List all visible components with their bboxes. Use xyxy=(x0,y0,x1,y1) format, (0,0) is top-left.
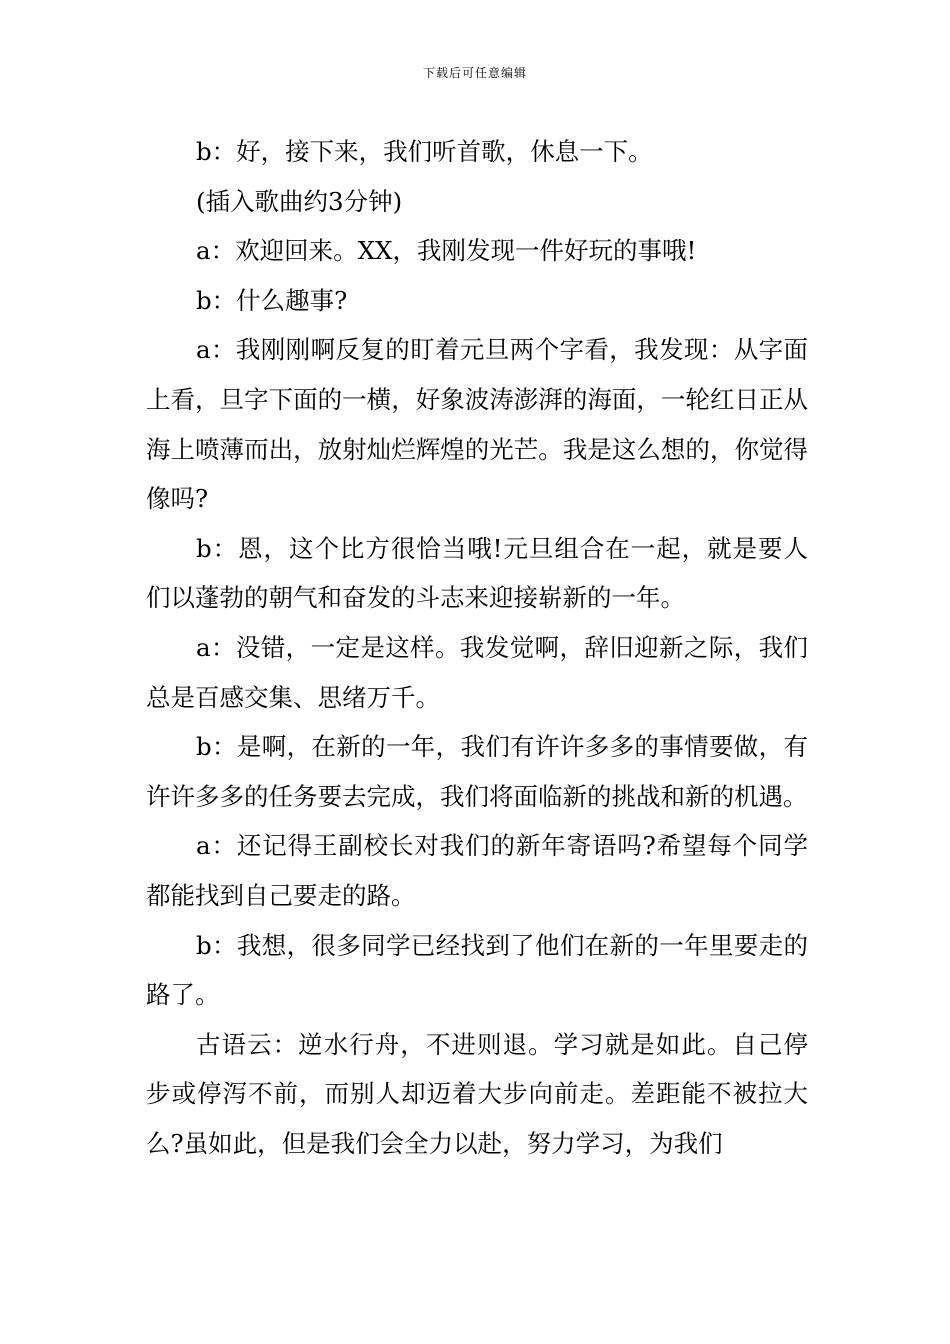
paragraph: b：什么趣事? xyxy=(196,285,348,315)
paragraph: b：好，接下来，我们听首歌，休息一下。 xyxy=(196,137,653,166)
paragraph: (插入歌曲约3分钟) xyxy=(196,186,403,216)
paragraph: b：是啊，在新的一年，我们有许许多多的事情要做，有许许多多的任务要去完成，我们将面临新的挑战和新的机遇。 xyxy=(146,732,808,811)
paragraph: b：恩，这个比方很恰当哦!元旦组合在一起，就是要人们以蓬勃的朝气和奋发的斗志来迎接崭新的一年。 xyxy=(146,533,808,613)
paragraph: a：没错，一定是这样。我发觉啊，辞旧迎新之际，我们总是百感交集、思绪万千。 xyxy=(146,632,808,712)
header-note: 下载后可任意编辑 xyxy=(422,66,527,80)
paragraph: a：我刚刚啊反复的盯着元旦两个字看，我发现：从字面上看，旦字下面的一横，好象波涛澎湃的海面，一轮红日正从海上喷薄而出，放射灿烂辉煌的光芒。我是这么想的，你觉得像吗? xyxy=(146,335,808,514)
paragraph: b：我想，很多同学已经找到了他们在新的一年里要走的路了。 xyxy=(146,930,808,1010)
paragraph: a：欢迎回来。XX，我刚发现一件好玩的事哦! xyxy=(196,236,697,266)
document-body xyxy=(146,127,808,1168)
paragraph: a：还记得王副校长对我们的新年寄语吗?希望每个同学都能找到自己要走的路。 xyxy=(146,831,808,910)
paragraph: 古语云：逆水行舟，不进则退。学习就是如此。自己停步或停泻不前，而别人却迈着大步向前走。差距能不被拉大么?虽如此，但是我们会全力以赴，努力学习，为我们 xyxy=(146,1029,808,1158)
